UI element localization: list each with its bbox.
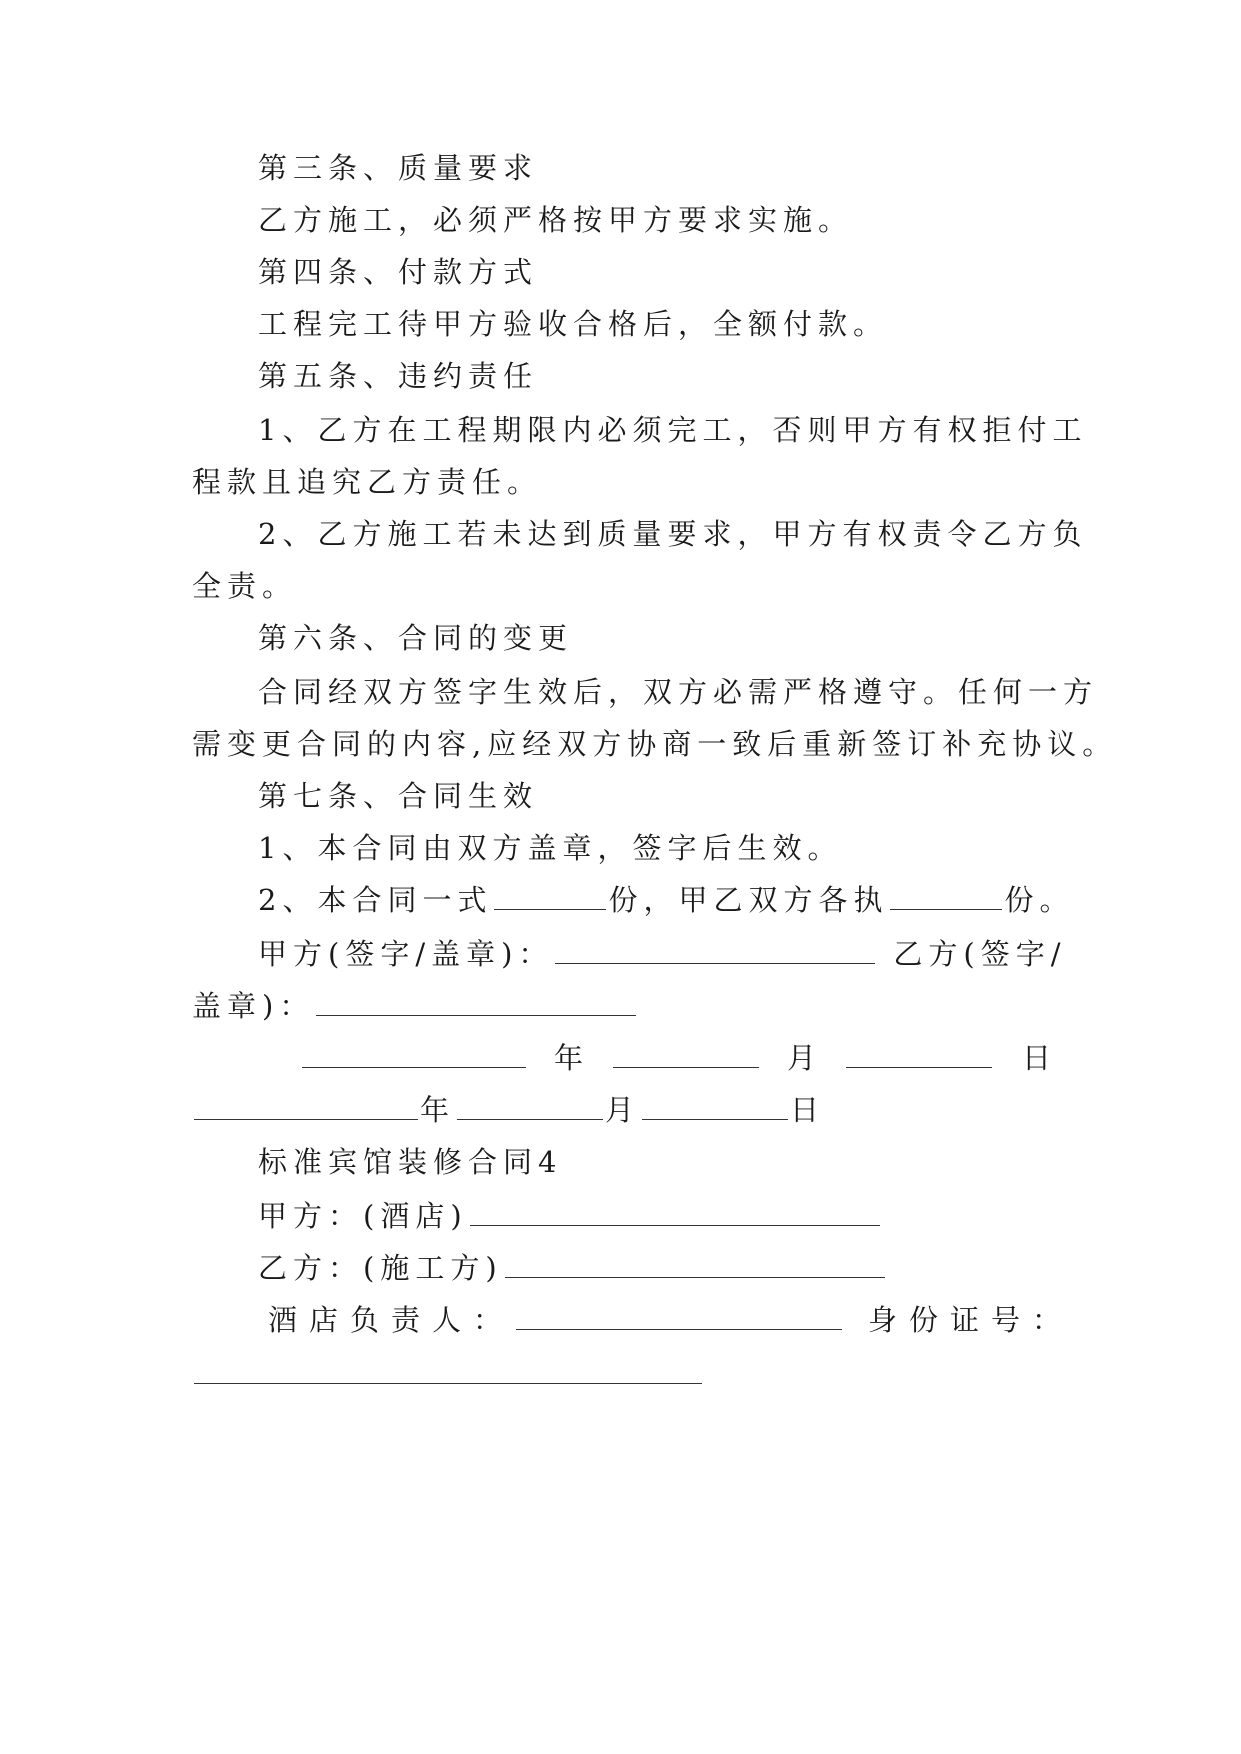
date2-day-blank: [642, 1095, 788, 1120]
clause-5-heading: 第五条、违约责任: [258, 359, 539, 393]
clause-7-item2: [258, 880, 1074, 920]
date1-year-blank: [302, 1043, 526, 1068]
date1-year-label: 年: [554, 1041, 590, 1075]
date2-year-blank: [194, 1095, 418, 1120]
date2-day-label: 日: [790, 1093, 826, 1127]
copies-total-blank: [494, 885, 606, 910]
party-b-line: [258, 1248, 887, 1288]
date2-month-blank: [457, 1095, 603, 1120]
party-b-sign-label-cont: 盖章)：: [192, 989, 315, 1023]
date2-month-label: 月: [605, 1093, 641, 1127]
clause-7-heading: 第七条、合同生效: [258, 779, 539, 813]
clause-4-heading: 第四条、付款方式: [258, 255, 539, 289]
clause-5-item2-line1: 2、乙方施工若未达到质量要求，甲方有权责令乙方负: [258, 517, 1088, 551]
clause-5-item1-line2: 程款且追究乙方责任。: [192, 465, 543, 499]
clause-4-text: 工程完工待甲方验收合格后，全额付款。: [258, 307, 889, 341]
party-a-blank: [470, 1201, 880, 1226]
party-b-sign-label: 乙方(签字/: [893, 937, 1067, 971]
party-b-blank: [505, 1253, 885, 1278]
date1-day-blank: [846, 1043, 992, 1068]
date-line-1: [300, 1038, 1057, 1078]
clause-7-item1: 1、本合同由双方盖章，签字后生效。: [258, 831, 843, 865]
clause-6-heading: 第六条、合同的变更: [258, 621, 574, 655]
copies-text-2: 份，甲乙双方各执: [608, 883, 889, 917]
contract-title: 标准宾馆装修合同4: [258, 1145, 563, 1179]
clause-6-text-line1: 合同经双方签字生效后，双方必需严格遵守。任何一方: [258, 675, 1099, 709]
signature-line-2: [192, 986, 638, 1026]
copies-each-blank: [890, 885, 1002, 910]
party-a-sign-label: 甲方(签字/盖章)：: [258, 937, 554, 971]
clause-5-item1-line1: 1、乙方在工程期限内必须完工，否则甲方有权拒付工: [258, 413, 1088, 447]
hotel-manager-label: 酒店负责人：: [268, 1303, 515, 1337]
hotel-manager-blank: [516, 1305, 842, 1330]
clause-5-item2-line2: 全责。: [192, 569, 298, 603]
date1-day-label: 日: [1022, 1041, 1058, 1075]
party-a-label: 甲方：(酒店): [258, 1199, 468, 1233]
date-line-2: [192, 1090, 825, 1130]
id-number-blank: [194, 1359, 702, 1384]
copies-text-1: 2、本合同一式: [258, 883, 493, 917]
hotel-manager-line: [268, 1300, 1073, 1340]
clause-3-heading: 第三条、质量要求: [258, 151, 539, 185]
clause-6-text-line2: 需变更合同的内容,应经双方协商一致后重新签订补充协议。: [192, 727, 1118, 761]
party-a-line: [258, 1196, 882, 1236]
copies-text-3: 份。: [1004, 883, 1075, 917]
id-number-line: [192, 1354, 704, 1394]
date1-month-blank: [613, 1043, 759, 1068]
signature-line: [258, 934, 1067, 974]
id-number-label: 身份证号：: [868, 1303, 1074, 1337]
party-b-sign-blank: [316, 991, 636, 1016]
clause-3-text: 乙方施工，必须严格按甲方要求实施。: [258, 203, 854, 237]
date2-year-label: 年: [420, 1093, 456, 1127]
party-b-label: 乙方：(施工方): [258, 1251, 503, 1285]
party-a-sign-blank: [555, 939, 875, 964]
date1-month-label: 月: [787, 1041, 823, 1075]
